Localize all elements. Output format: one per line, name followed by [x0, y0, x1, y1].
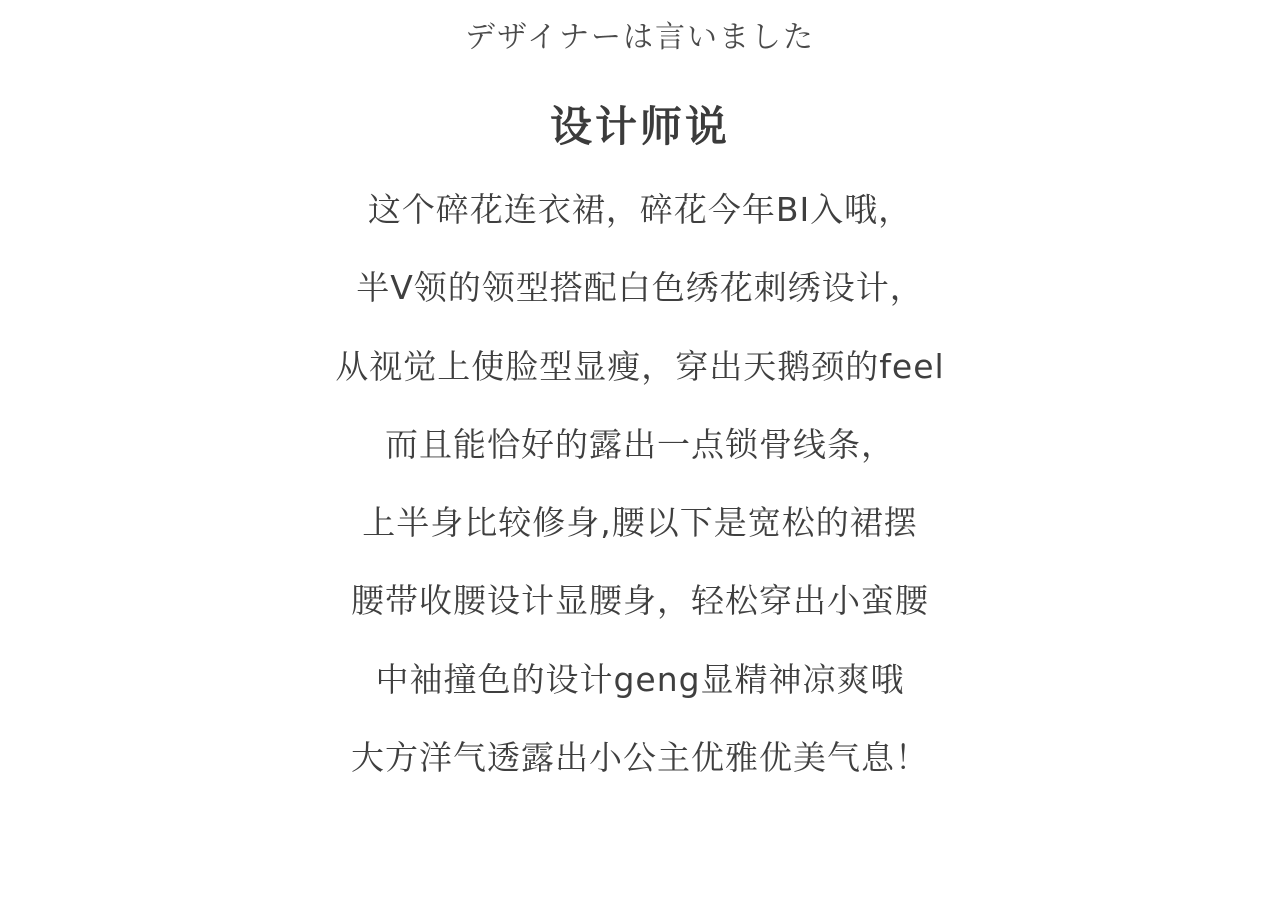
description-line: 中袖撞色的设计geng显精神凉爽哦	[375, 659, 905, 699]
description-line: 腰带收腰设计显腰身，轻松穿出小蛮腰	[351, 581, 929, 621]
description-list	[0, 187, 1280, 813]
description-line: 这个碎花连衣裙，碎花今年BI入哦，	[367, 190, 913, 229]
description-line: 而且能恰好的露出一点锁骨线条，	[385, 424, 895, 464]
page-title: 设计师说	[549, 102, 730, 152]
japanese-subtitle: デザイナーは言いました	[465, 20, 815, 55]
description-line: 半V领的领型搭配白色绣花刺绣设计，	[356, 268, 924, 308]
description-line: 从视觉上使脸型显瘦，穿出天鹅颈的feel	[335, 346, 945, 386]
description-line: 大方洋气透露出小公主优雅优美气息！	[351, 738, 929, 778]
description-line: 上半身比较修身,腰以下是宽松的裙摆	[362, 503, 918, 543]
